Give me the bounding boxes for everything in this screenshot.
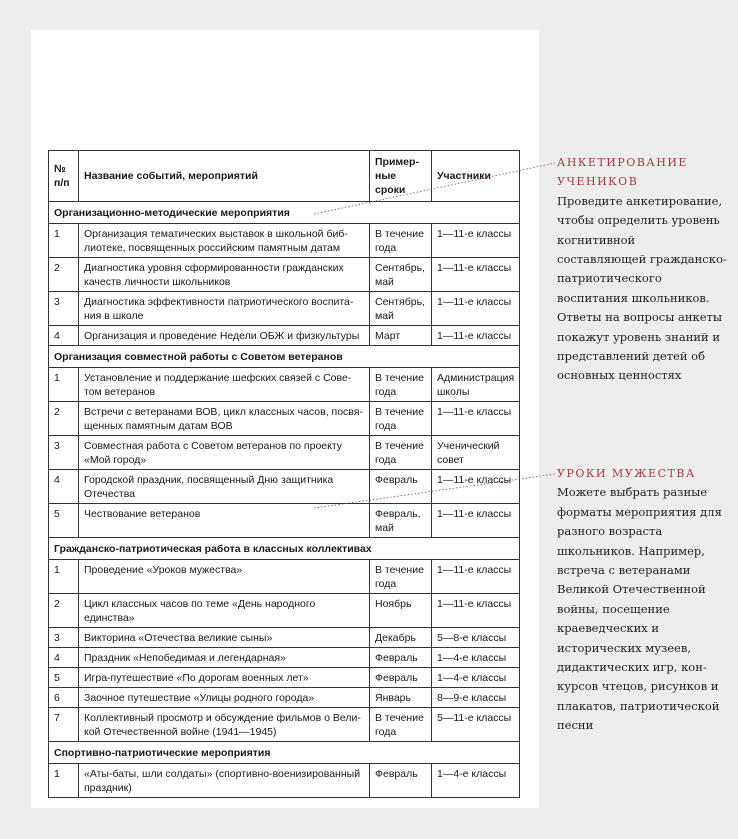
- event-name: Диагностика уровня сформированности гражданских качеств личности школьников: [79, 258, 370, 292]
- section-row: [49, 742, 520, 764]
- table-row: [49, 258, 520, 292]
- table-header-row: [49, 151, 520, 202]
- row-number: 1: [49, 560, 79, 594]
- table-row: [49, 668, 520, 688]
- row-number: 7: [49, 708, 79, 742]
- table-body: [49, 202, 520, 798]
- table-row: [49, 470, 520, 504]
- event-name: Городской праздник, посвященный Дню защитника Отечества: [79, 470, 370, 504]
- section-row: [49, 202, 520, 224]
- header-event-name: Название событий, мероприятий: [79, 151, 370, 202]
- event-participants: 1—11-е классы: [432, 504, 520, 538]
- event-term: В течение года: [370, 368, 432, 402]
- event-term: Февраль: [370, 648, 432, 668]
- section-row: [49, 538, 520, 560]
- event-term: В течение года: [370, 436, 432, 470]
- header-number: № п/п: [49, 151, 79, 202]
- row-number: 5: [49, 504, 79, 538]
- event-term: Февраль: [370, 668, 432, 688]
- side-note-title: АНКЕТИРОВАНИЕ УЧЕНИКОВ: [557, 156, 688, 189]
- table-row: [49, 402, 520, 436]
- event-name: Цикл классных часов по теме «День народного единства»: [79, 594, 370, 628]
- side-note-body: Можете выбрать разные форматы мероприятия для разного возраста школьников. Например, встреча с ветеранами Великой Отечественной войны, посещение краеведческих и исторических музеев, дидактических игр, конкурсов чтецов, рисунков и плакатов, патриотической песни: [557, 485, 722, 733]
- event-term: Февраль, май: [370, 504, 432, 538]
- event-name: Проведение «Уроков мужества»: [79, 560, 370, 594]
- event-participants: 5—11-е классы: [432, 708, 520, 742]
- header-participants: Участники: [432, 151, 520, 202]
- event-participants: 1—11-е классы: [432, 560, 520, 594]
- event-participants: 1—4-е классы: [432, 764, 520, 798]
- event-name: Установление и поддержание шефских связей с Советом ветеранов: [79, 368, 370, 402]
- event-term: Февраль: [370, 764, 432, 798]
- event-term: Декабрь: [370, 628, 432, 648]
- row-number: 3: [49, 436, 79, 470]
- event-participants: Администрация школы: [432, 368, 520, 402]
- event-name: Совместная работа с Советом ветеранов по проекту «Мой город»: [79, 436, 370, 470]
- event-term: Ноябрь: [370, 594, 432, 628]
- event-participants: 8—9-е классы: [432, 688, 520, 708]
- event-participants: 1—11-е классы: [432, 224, 520, 258]
- row-number: 2: [49, 402, 79, 436]
- event-participants: 1—11-е классы: [432, 594, 520, 628]
- header-term: Примерные сроки: [370, 151, 432, 202]
- side-note-title: УРОКИ МУЖЕСТВА: [557, 467, 696, 480]
- row-number: 3: [49, 628, 79, 648]
- row-number: 3: [49, 292, 79, 326]
- table-row: [49, 326, 520, 346]
- section-title: Организация совместной работы с Советом ветеранов: [49, 346, 520, 368]
- side-note-survey: [557, 153, 727, 386]
- event-term: Сентябрь, май: [370, 292, 432, 326]
- event-name: Организация тематических выставок в школьной библиотеке, посвященных российским памятным датам: [79, 224, 370, 258]
- section-row: [49, 346, 520, 368]
- event-term: Март: [370, 326, 432, 346]
- event-term: В течение года: [370, 224, 432, 258]
- section-title: Организационно-методические мероприятия: [49, 202, 520, 224]
- table-row: [49, 764, 520, 798]
- event-name: Викторина «Отечества великие сыны»: [79, 628, 370, 648]
- event-name: Заочное путешествие «Улицы родного города»: [79, 688, 370, 708]
- event-participants: Ученический совет: [432, 436, 520, 470]
- side-note-body: Проведите анкетирование, чтобы определить уровень когнитивной составляющей гражданско-патриотического воспитания школьников. Ответы на вопросы анкеты покажут уровень знаний и представлений детей об основных ценностях: [557, 193, 727, 383]
- event-name: Встречи с ветеранами ВОВ, цикл классных часов, посвященных памятным датам ВОВ: [79, 402, 370, 436]
- table-row: [49, 594, 520, 628]
- event-participants: 1—4-е классы: [432, 648, 520, 668]
- event-term: В течение года: [370, 402, 432, 436]
- event-name: Коллективный просмотр и обсуждение фильмов о Великой Отечественной войне (1941—1945): [79, 708, 370, 742]
- section-title: Гражданско-патриотическая работа в классных коллективах: [49, 538, 520, 560]
- section-title: Спортивно-патриотические мероприятия: [49, 742, 520, 764]
- table-row: [49, 688, 520, 708]
- event-name: Чествование ветеранов: [79, 504, 370, 538]
- row-number: 4: [49, 648, 79, 668]
- table-row: [49, 368, 520, 402]
- events-table: [48, 150, 520, 798]
- event-participants: 1—11-е классы: [432, 470, 520, 504]
- table-row: [49, 292, 520, 326]
- event-term: В течение года: [370, 560, 432, 594]
- event-term: В течение года: [370, 708, 432, 742]
- event-name: Игра-путешествие «По дорогам военных лет»: [79, 668, 370, 688]
- row-number: 4: [49, 470, 79, 504]
- event-term: Январь: [370, 688, 432, 708]
- event-name: «Аты-баты, шли солдаты» (спортивно-военизированный праздник): [79, 764, 370, 798]
- event-participants: 1—11-е классы: [432, 292, 520, 326]
- row-number: 6: [49, 688, 79, 708]
- event-term: Сентябрь, май: [370, 258, 432, 292]
- event-participants: 1—4-е классы: [432, 668, 520, 688]
- table-row: [49, 648, 520, 668]
- event-participants: 1—11-е классы: [432, 258, 520, 292]
- table-row: [49, 436, 520, 470]
- event-name: Организация и проведение Недели ОБЖ и физкультуры: [79, 326, 370, 346]
- side-note-courage-lessons: [557, 464, 727, 736]
- event-participants: 5—8-е классы: [432, 628, 520, 648]
- row-number: 5: [49, 668, 79, 688]
- table-row: [49, 504, 520, 538]
- row-number: 4: [49, 326, 79, 346]
- row-number: 1: [49, 764, 79, 798]
- row-number: 1: [49, 368, 79, 402]
- table-row: [49, 224, 520, 258]
- event-name: Праздник «Непобедимая и легендарная»: [79, 648, 370, 668]
- table-row: [49, 708, 520, 742]
- table-row: [49, 628, 520, 648]
- row-number: 2: [49, 258, 79, 292]
- event-name: Диагностика эффективности патриотического воспитания в школе: [79, 292, 370, 326]
- row-number: 1: [49, 224, 79, 258]
- event-participants: 1—11-е классы: [432, 402, 520, 436]
- row-number: 2: [49, 594, 79, 628]
- event-participants: 1—11-е классы: [432, 326, 520, 346]
- event-term: Февраль: [370, 470, 432, 504]
- table-row: [49, 560, 520, 594]
